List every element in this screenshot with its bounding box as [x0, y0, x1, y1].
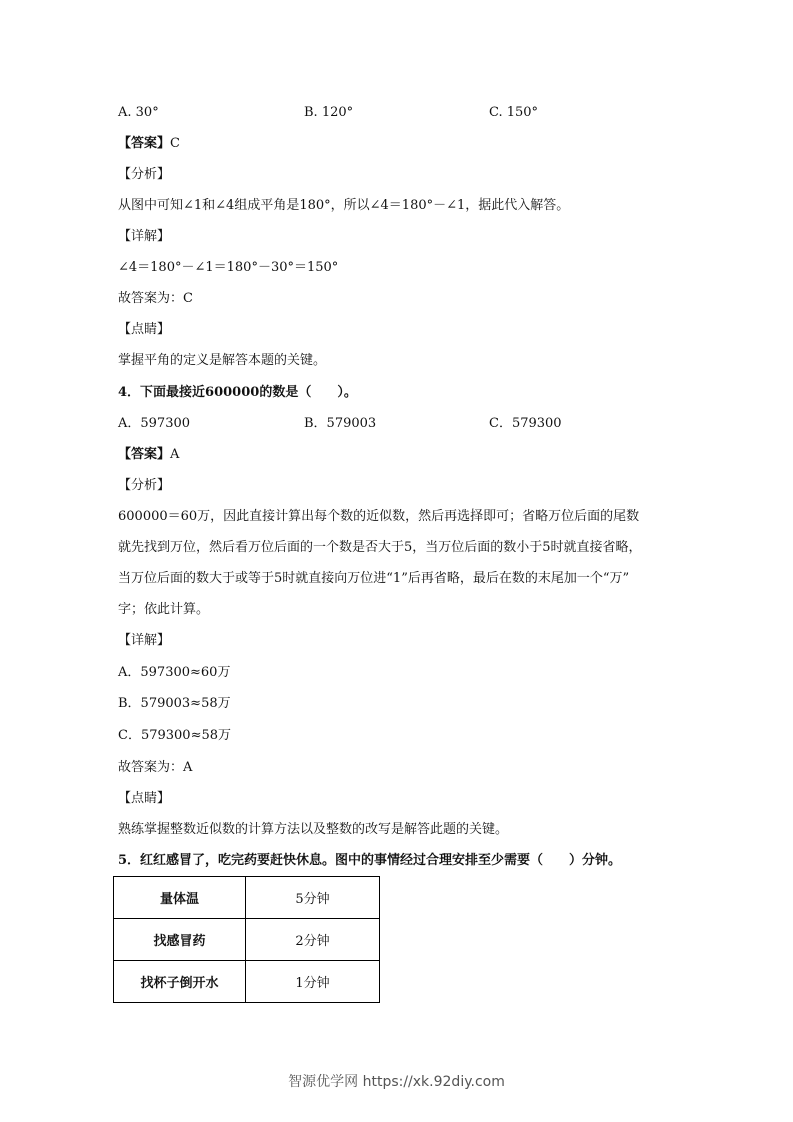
q4-option-b: B．579003 — [304, 416, 377, 431]
q4-analysis-line: 当万位后面的数大于或等于5时就直接向万位进“1”后再省略，最后在数的末尾加一个“万” — [118, 571, 630, 586]
q4-detail-line: 故答案为：A — [118, 760, 193, 775]
task-cell: 找感冒药 — [114, 919, 246, 961]
q3-detail-label: 【详解】 — [118, 229, 171, 244]
footer-watermark: 智源优学网 https://xk.92diy.com — [288, 1074, 505, 1090]
q4-question: 4．下面最接近600000的数是（ ）。 — [118, 385, 357, 400]
q3-option-c: C. 150° — [489, 105, 539, 120]
q3-option-a: A. 30° — [118, 105, 159, 120]
q4-analysis-line: 600000＝60万，因此直接计算出每个数的近似数，然后再选择即可；省略万位后面的尾数 — [118, 509, 640, 524]
time-cell: 1分钟 — [246, 961, 380, 1003]
q4-tip-text: 熟练掌握整数近似数的计算方法以及整数的改写是解答此题的关键。 — [118, 822, 509, 837]
q3-analysis-label: 【分析】 — [118, 167, 171, 182]
table-row — [114, 877, 380, 919]
q3-option-b: B. 120° — [304, 105, 354, 120]
task-cell: 找杯子倒开水 — [114, 961, 246, 1003]
q4-option-a: A．597300 — [118, 416, 191, 431]
answer-value: C — [170, 136, 180, 151]
q4-analysis-line: 字；依此计算。 — [118, 602, 210, 617]
task-cell: 量体温 — [114, 877, 246, 919]
table-row — [114, 919, 380, 961]
q4-analysis-line: 就先找到万位，然后看万位后面的一个数是否大于5，当万位后面的数小于5时就直接省略， — [118, 540, 642, 555]
table-row — [114, 961, 380, 1003]
answer-label: 【答案】 — [118, 136, 171, 151]
q4-detail-line: A．597300≈60万 — [118, 665, 231, 680]
answer-label: 【答案】 — [118, 447, 171, 462]
q3-detail-line: ∠4＝180°－∠1＝180°－30°＝150° — [118, 260, 339, 275]
time-cell: 2分钟 — [246, 919, 380, 961]
q4-analysis-label: 【分析】 — [118, 478, 171, 493]
time-cell: 5分钟 — [246, 877, 380, 919]
q4-detail-line: B．579003≈58万 — [118, 696, 231, 711]
q5-question: 5．红红感冒了，吃完药要赶快休息。图中的事情经过合理安排至少需要（ ）分钟。 — [118, 853, 622, 868]
q4-tip-label: 【点睛】 — [118, 791, 171, 806]
q3-answer — [118, 135, 180, 153]
answer-value: A — [170, 447, 180, 462]
task-table — [113, 876, 380, 1003]
q4-detail-line: C．579300≈58万 — [118, 728, 232, 743]
q4-option-c: C．579300 — [489, 416, 562, 431]
q3-analysis-text: 从图中可知∠1和∠4组成平角是180°，所以∠4＝180°－∠1，据此代入解答。 — [118, 198, 570, 213]
q3-tip-label: 【点睛】 — [118, 322, 171, 337]
q3-tip-text: 掌握平角的定义是解答本题的关键。 — [118, 353, 327, 368]
q4-detail-label: 【详解】 — [118, 633, 171, 648]
q4-answer — [118, 446, 179, 464]
q3-detail-line: 故答案为：C — [118, 291, 193, 306]
